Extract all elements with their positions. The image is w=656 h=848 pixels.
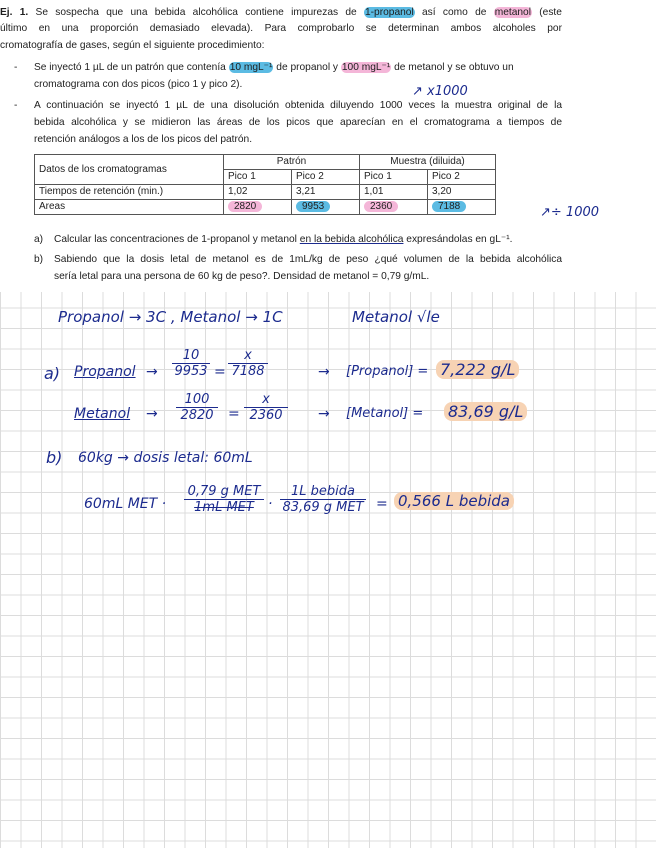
fraction-prop-2: $\frac{x}{7188}$	[228, 348, 268, 379]
propanol-result-label: [Propanol] =	[346, 364, 429, 379]
answer-a-label: a)	[44, 364, 61, 383]
question-b-label: b)	[34, 254, 44, 265]
table-subheader: Pico 1	[360, 170, 428, 185]
bullet-1-dash: -	[14, 62, 18, 73]
header-line-2: último en una proporción demasiado elevada). Para comprobarlo se determinan ambos alcoholes por	[0, 23, 562, 34]
table-header-muestra: Muestra (diluida)	[360, 155, 496, 170]
row-label-retention: Tiempos de retención (min.)	[35, 185, 224, 200]
table-cell	[428, 200, 496, 215]
bullet-1-line-1: Se inyectó 1 µL de un patrón que contenía 10 mgL⁻¹ de propanol y 100 mgL⁻¹ de metanol y se obtuvo un	[34, 62, 514, 73]
answer-a-propanol: Propanol	[74, 364, 136, 380]
highlight-propanol: 1-propanol	[365, 7, 414, 18]
dot: ·	[268, 496, 273, 512]
equals: =	[214, 364, 226, 380]
table-cell: 1,02	[224, 185, 292, 200]
fraction-prop-1: $\frac{10}{9953}$	[172, 348, 210, 379]
arrow: →	[146, 364, 158, 380]
table-subheader: Pico 2	[292, 170, 360, 185]
note-x1000: ↗ x1000	[412, 84, 468, 99]
bullet-2-line-1: A continuación se inyectó 1 µL de una disolución obtenida diluyendo 1000 veces la muestra original de la	[34, 100, 562, 111]
bullet-2-dash: -	[14, 100, 18, 111]
table-header-patron: Patrón	[224, 155, 360, 170]
arrow: →	[146, 406, 158, 422]
bullet-2-line-2: bebida alcohólica y se midieron las áreas de los picos que aparecían en el cromatograma a tiempos de	[34, 117, 562, 128]
arrow: →	[318, 406, 330, 422]
fraction-density: 0,79 g MET 1mL MET	[184, 484, 264, 515]
area-muestra-pico1: 2360	[364, 201, 398, 212]
question-b-line-2: sería letal para una persona de 60 kg de peso?. Densidad de metanol = 0,79 g/mL.	[54, 271, 430, 282]
table-cell	[360, 200, 428, 215]
fraction-concentration: 1L bebida 83,69 g MET	[280, 484, 366, 515]
answer-b-label: b)	[46, 448, 63, 467]
table-cell: 3,20	[428, 185, 496, 200]
propanol-result: 7,222 g/L	[436, 360, 519, 379]
table-subheader: Pico 2	[428, 170, 496, 185]
equals: =	[376, 496, 388, 512]
fraction-met-2: $\frac{x}{2360}$	[244, 392, 288, 423]
metanol-result-label: [Metanol] =	[346, 406, 424, 421]
intro-metanol: Metanol √le	[352, 308, 440, 326]
printed-exercise	[0, 0, 656, 292]
intro-carbons: Propanol → 3C , Metanol → 1C	[58, 308, 283, 326]
answer-b-dose: 60kg → dosis letal: 60mL	[78, 450, 253, 466]
arrow: →	[318, 364, 330, 380]
area-patron-pico2: 9953	[296, 201, 330, 212]
area-patron-pico1: 2820	[228, 201, 262, 212]
chromatogram-table	[34, 154, 496, 215]
highlight-10mgl: 10 mgL⁻¹	[229, 62, 273, 73]
header-line-3: cromatografía de gases, según el siguiente procedimiento:	[0, 40, 265, 51]
lethal-volume-result: 0,566 L bebida	[394, 492, 514, 510]
question-a-label: a)	[34, 234, 44, 245]
table-cell: 1,01	[360, 185, 428, 200]
answer-a-metanol: Metanol	[74, 406, 131, 422]
table-subheader: Pico 1	[224, 170, 292, 185]
question-a-text: Calcular las concentraciones de 1-propanol y metanol en la bebida alcohólica expresándolas en gL⁻¹.	[54, 234, 513, 245]
metanol-result: 83,69 g/L	[444, 402, 527, 421]
question-b-line-1: Sabiendo que la dosis letal de metanol es de 1mL/kg de peso ¿qué volumen de la bebida alcohólica	[54, 254, 562, 265]
table-cell	[224, 200, 292, 215]
area-muestra-pico2: 7188	[432, 201, 466, 212]
bullet-1-line-2: cromatograma con dos picos (pico 1 y pico 2).	[34, 79, 243, 90]
highlight-100mgl: 100 mgL⁻¹	[341, 62, 391, 73]
table-row	[35, 200, 496, 215]
answer-b-calc-start: 60mL MET ·	[84, 496, 167, 512]
table-header-datos: Datos de los cromatogramas	[35, 155, 224, 185]
note-divide-1000: ↗÷ 1000	[540, 205, 600, 220]
bullet-2-line-3: retención análogos a los de los picos del patrón.	[34, 134, 253, 145]
table-row	[35, 185, 496, 200]
row-label-areas: Areas	[35, 200, 224, 215]
header-line-1: Ej. 1. Se sospecha que una bebida alcohólica contiene impurezas de 1-propanol así como de metanol (este	[0, 7, 562, 18]
fraction-met-1: $\frac{100}{2820}$	[176, 392, 218, 423]
equals: =	[228, 406, 240, 422]
table-cell	[292, 200, 360, 215]
highlight-metanol: metanol	[494, 7, 531, 18]
table-cell: 3,21	[292, 185, 360, 200]
